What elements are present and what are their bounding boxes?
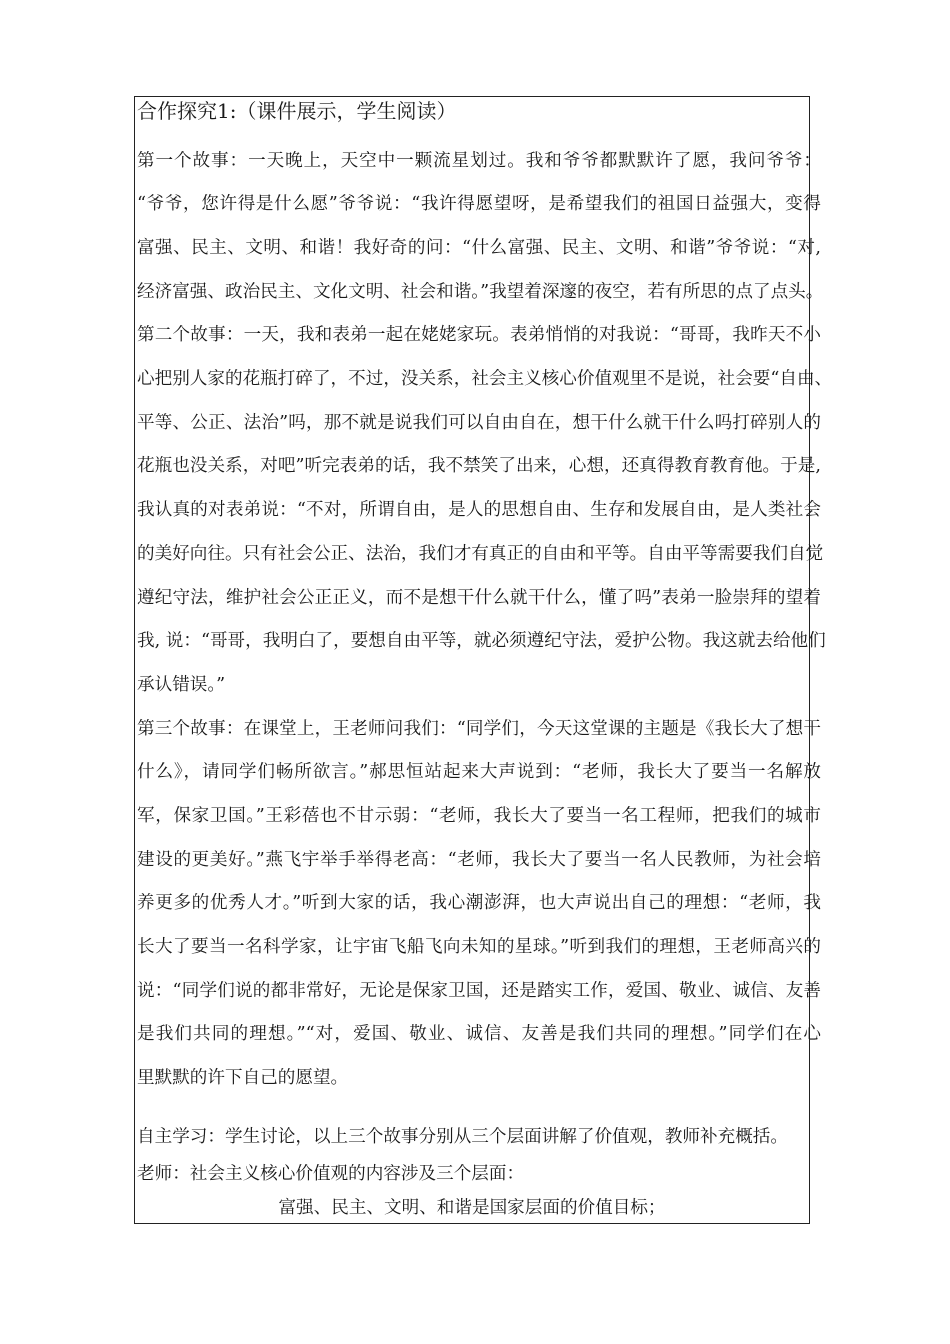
story-line: 第三个故事：在课堂上，王老师问我们：“同学们，今天这堂课的主题是《我长大了想干 — [137, 719, 821, 739]
story-line: 军，保家卫国。”王彩蓓也不甘示弱：“老师，我长大了要当一名工程师，把我们的城市 — [137, 806, 821, 826]
story-line: “爷爷，您许得是什么愿”爷爷说：“我许得愿望呀，是希望我们的祖国日益强大，变得 — [137, 194, 821, 214]
content-table-border — [134, 96, 810, 1224]
story-line: 花瓶也没关系，对吧”听完表弟的话，我不禁笑了出来，心想，还真得教育教育他。于是, — [137, 456, 821, 476]
story-line: 说：“同学们说的都非常好，无论是保家卫国，还是踏实工作，爱国、敬业、诚信、友善 — [137, 981, 821, 1001]
teacher-line: 老师：社会主义核心价值观的内容涉及三个层面： — [137, 1164, 525, 1184]
story-line: 经济富强、政治民主、文化文明、社会和谐。”我望着深邃的夜空，若有所思的点了点头。 — [137, 282, 824, 302]
story-line: 心把别人家的花瓶打碎了，不过，没关系，社会主义核心价值观里不是说，社会要“自由、 — [137, 369, 833, 389]
story-line: 承认错误。” — [137, 675, 226, 695]
national-level-line: 富强、民主、文明、和谐是国家层面的价值目标； — [278, 1198, 666, 1218]
story-line: 是我们共同的理想。”“对，爱国、敬业、诚信、友善是我们共同的理想。”同学们在心 — [137, 1024, 821, 1044]
story-line: 我认真的对表弟说：“不对，所谓自由，是人的思想自由、生存和发展自由，是人类社会 — [137, 500, 821, 520]
story-line: 建设的更美好。”燕飞宇举手举得老高：“老师，我长大了要当一名人民教师，为社会培 — [137, 850, 821, 870]
story-line: 里默默的许下自己的愿望。 — [137, 1068, 349, 1088]
story-line: 养更多的优秀人才。”听到大家的话，我心潮澎湃，也大声说出自己的理想：“老师，我 — [137, 893, 821, 913]
story-line: 富强、民主、文明、和谐！我好奇的问：“什么富强、民主、文明、和谐”爷爷说：“对, — [137, 238, 821, 258]
story-line: 什么》，请同学们畅所欲言。”郝思恒站起来大声说到：“老师，我长大了要当一名解放 — [137, 762, 821, 782]
story-line: 的美好向往。只有社会公正、法治，我们才有真正的自由和平等。自由平等需要我们自觉 — [137, 544, 824, 564]
story-line: 第一个故事：一天晚上，天空中一颗流星划过。我和爷爷都默默许了愿，我问爷爷： — [137, 151, 821, 171]
story-line: 第二个故事：一天，我和表弟一起在姥姥家玩。表弟悄悄的对我说：“哥哥，我昨天不小 — [137, 325, 821, 345]
self-study-line: 自主学习：学生讨论，以上三个故事分别从三个层面讲解了价值观，教师补充概括。 — [137, 1127, 788, 1147]
story-line: 遵纪守法，维护社会公正正义，而不是想干什么就干什么，懂了吗”表弟一脸崇拜的望着 — [137, 588, 821, 608]
story-line: 我, 说：“哥哥，我明白了，要想自由平等，就必须遵纪守法，爱护公物。我这就去给他们 — [137, 631, 826, 651]
story-line: 长大了要当一名科学家，让宇宙飞船飞向未知的星球。”听到我们的理想，王老师高兴的 — [137, 937, 821, 957]
story-line: 平等、公正、法治”吗，那不就是说我们可以自由自在，想干什么就干什么吗打碎别人的 — [137, 413, 821, 433]
section-heading: 合作探究1:（课件展示，学生阅读） — [137, 99, 457, 123]
